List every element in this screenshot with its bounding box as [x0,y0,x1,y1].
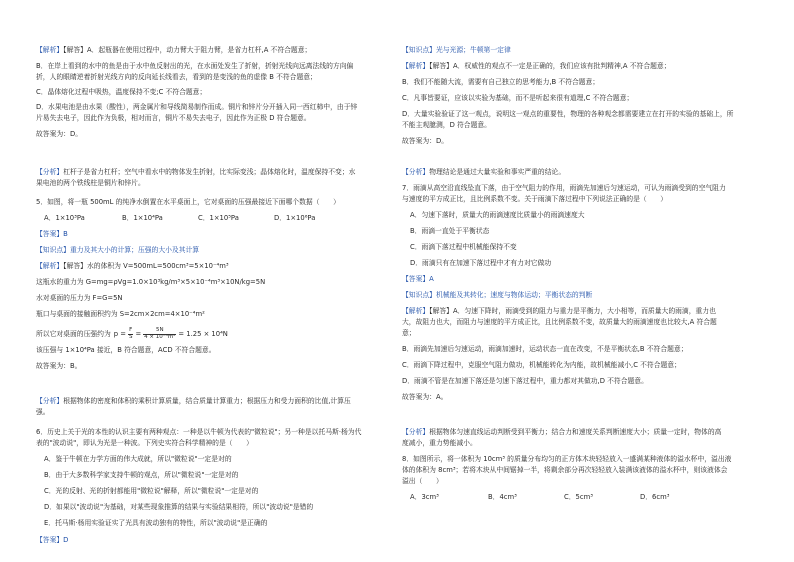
line-text: 这瓶水的重力为 G=mg=ρVg=1.0×10³kg/m³×5×10⁻⁴m³×10N/kg=5N [36,278,266,286]
right-column [402,0,764,562]
line-text: B．雨滴先加速后匀速运动，雨滴加速时，运动状态一直在改变，不是平衡状态,B 不符合题意； [402,345,688,353]
line-text: 【知识点】重力及其大小的计算；压强的大小及其计算 [36,246,200,254]
fraction [143,328,176,340]
line-text: 度减小，重力势能减小。 [402,439,477,447]
text-line [36,397,351,406]
line-text: 折，人的眼睛逆着折射光线方向的反向延长线看去，看到的是变浅的鱼的虚像 B 不符合题意； [36,73,317,81]
text-line [36,114,311,123]
answer-option: D．6cm³ [640,493,670,501]
text-line [36,262,229,271]
section-tag: 【分析】 [36,397,64,405]
line-text: B．雨滴一直处于平衡状态 [410,227,490,235]
line-text: 故答案为：B。 [36,362,82,370]
text-line [402,428,721,437]
section-tag: 【分析】 [402,428,430,436]
text-line [402,318,717,327]
line-text: B．我们不能随大流，需要有自己独立的思考能力,B 不符合题意； [402,78,600,86]
line-text: 5．如图，将一瓶 500mL 的纯净水倒置在水平桌面上，它对桌面的压强最接近下面哪个数据（ ） [36,198,340,206]
text-line [402,184,726,193]
text-line [44,455,232,464]
section-tag: 【解析】 [402,307,430,315]
text-line [36,46,311,55]
line-text: 故答案为：A。 [402,393,448,401]
text-line [402,46,511,55]
text-line [36,328,228,340]
text-line [402,168,565,177]
text-line [36,439,253,448]
answer-option: B．1×10⁴Pa [122,214,163,222]
text-line [402,195,667,204]
numerator: 5N [143,328,176,335]
line-text: C．雨滴下降过程中，克服空气阻力做功，机械能转化为内能，故机械能减小,C 不符合题意； [402,361,681,369]
fraction [128,328,134,340]
line-text: 7．雨滴从高空沿直线坠直下落，由于空气阻力的作用，雨滴先加速后匀速运动，可认为雨滴受到的空气阻力 [402,184,726,192]
line-text: 根据物体匀速直线运动判断受到平衡力；结合力和速度关系判断速度大小；质量一定时，物体的高 [429,428,722,436]
text-line [36,536,68,545]
line-text: 【解答】水的体积为 V=500mL=500cm³=5×10⁻⁴m³ [63,262,229,270]
text-line [402,62,671,71]
line-text: C．雨滴下落过程中机械能保持不变 [410,243,517,251]
text-line [36,88,206,97]
text-line [402,361,681,370]
line-text: 【答案】B [36,230,68,238]
denominator: S [128,333,133,340]
text-line [36,198,340,207]
text-line [44,487,258,496]
line-text: C．光的反射、光的折射都能用"微粒说"解释，所以"微粒说"一定是对的 [44,487,259,495]
line-text: 瓶口与桌面的接触面积约为 S=2cm×2cm=4×10⁻⁴m² [36,310,205,318]
text-line [410,259,551,268]
line-text: D．大量实验验证了这一观点，说明这一观点的重要性，物理的各种观念都需要建立在打开的实验的基础上，所 [402,110,734,118]
line-text: B．由于大多数科学家支持牛顿的观点，所以"微粒说"一定是对的 [44,471,239,479]
text-line [36,230,68,239]
line-text: 溢出（ ） [402,477,443,485]
text-line [36,278,265,287]
text-line [36,168,355,177]
answer-option: A．1×10³Pa [44,214,85,222]
line-text: C．凡事皆要证，应该以实验为基础，而不是听起来很有道理,C 不符合题意； [402,94,634,102]
section-tag: 【分析】 [36,168,64,176]
text-line [36,179,145,188]
line-text: 8．如图所示，将一体积为 10cm³ 的质量分布均匀的正方体木块轻轻放入一盛满某种液体的溢水杯中，溢出液 [402,455,732,463]
text-line [402,466,727,475]
line-text: 故答案为：D。 [402,137,449,145]
text-line [44,519,267,528]
text-line [36,310,205,319]
line-text: A．匀速下落时，质量大的雨滴速度比质量小的雨滴速度大 [410,211,585,219]
line-text: 所以它对桌面的压强约为 [36,330,111,338]
line-text: 大，故阻力也大，而阻力与速度的平方成正比，且比例系数不变，故质量大的雨滴速度也比较大,A 符合题 [402,318,717,326]
text-line [402,477,443,486]
line-text: 杠杆子是省力杠杆；空气中看水中的物体发生折射，比实际变浅；晶体熔化时，温度保持不变；水 [63,168,356,176]
numerator: F [129,327,133,333]
line-text: 该压强与 1×10⁴Pa 接近，B 符合题意，ACD 不符合题意。 [36,346,216,354]
text-line [36,362,81,371]
line-text: 强。 [36,408,50,416]
text-line [402,345,688,354]
line-text: E．托马斯·杨用实验证实了光具有波动独有的特性，所以"波动说"是正确的 [44,519,268,527]
text-line [402,307,716,316]
line-text: 6．历史上关于光的本性的认识主要有两种观点：一种是以牛顿为代表的"微粒说"；另一种是以托马斯·杨为代 [36,428,362,436]
formula-eq: = [135,330,142,338]
line-text: 表的"波动说"，即认为光是一种波。下列史实符合科学精神的是（ ） [36,439,253,447]
formula-rhs: = 1.25 × 10⁴N [178,330,228,338]
line-text: 与速度的平方成正比，且比例系数不变。关于雨滴下落过程中下列说法正确的是（ ） [402,195,668,203]
text-line [402,455,731,464]
text-line [36,73,317,82]
answer-option: C．5cm³ [564,493,593,501]
line-text: D．如果以"波动说"为基础，对某些现象推算的结果与实验结果相符，所以"波动说"是错的 [44,503,314,511]
line-text: 【答案】A [402,275,434,283]
text-line [36,62,353,71]
text-line [402,137,448,146]
text-line [410,211,585,220]
line-text: 【知识点】机械能及其转化；速度与物体运动；平衡状态的判断 [402,291,593,299]
text-line [36,346,216,355]
line-text: A．鉴于牛顿在力学方面的伟大成就，所以"微粒说"一定是对的 [44,455,232,463]
line-text: 片易失去电子，因此作为负极，相对而言，铜片不易失去电子，因此作为正极 D 符合题意。 [36,114,311,122]
line-text: 【解答】A．起瓶器在使用过程中，动力臂大于阻力臂，是省力杠杆,A 不符合题意； [63,46,312,54]
text-line [402,94,633,103]
line-text: D．雨滴只有在加速下落过程中才有力对它做功 [410,259,552,267]
section-tag: 【解析】 [36,262,64,270]
text-line [402,110,733,119]
line-text: 根据物体的密度和体积的乘积计算质量，结合质量计算重力；根据压力和受力面积的比值,计算压 [63,397,351,405]
answer-option: A．3cm³ [410,493,439,501]
text-line [402,393,447,402]
text-line [402,121,491,130]
line-text: 【解答】A．匀速下降时，雨滴受到的阻力与重力是平衡力，大小相等，而质量大的雨滴，重力也 [429,307,716,315]
text-line [410,243,517,252]
text-line [402,275,434,284]
answer-option: D．1×10⁶Pa [274,214,316,222]
text-line [44,471,238,480]
text-line [402,78,599,87]
line-text: 【知识点】光与光源；牛顿第一定律 [402,46,511,54]
text-line [36,130,82,139]
formula-lhs: p = [113,330,126,338]
line-text: B．在岸上看到的水中的鱼是由于水中鱼反射出的光，在水面处发生了折射，折射光线向远离法线的方向偏 [36,62,354,70]
line-text: C．晶体熔化过程中吸热，温度保持不变;C 不符合题意； [36,88,207,96]
section-tag: 【解析】 [36,46,64,54]
pressure-formula [113,327,228,340]
line-text: 果电池的两个铁线柱是铜片和锌片。 [36,179,145,187]
text-line [402,439,477,448]
denominator: 4 × 10⁻⁴m² [144,333,176,340]
text-line [44,503,313,512]
text-line [36,246,199,255]
line-text: D．水果电池是由水果（酸性），两金属片和导线简易制作而成。铜片和锌片分开插入同一西红柿中，由于锌 [36,103,358,111]
text-line [402,329,416,338]
line-text: 不能主观臆测，D 符合题意。 [402,121,491,129]
text-line [402,377,648,386]
section-tag: 【分析】 [402,168,430,176]
text-line [36,428,361,437]
answer-option: C．1×10⁵Pa [198,214,239,222]
section-tag: 【解析】 [402,62,430,70]
answer-option: B．4cm³ [488,493,517,501]
line-text: D．雨滴不管是在加速下落还是匀速下落过程中，重力都对其做功,D 不符合题意。 [402,377,648,385]
text-line [36,294,123,303]
line-text: 体的体积为 8cm³；若将木块从中间锯掉一半，将剩余部分再次轻轻放入装满该液体的溢水杯中，则该液体会 [402,466,728,474]
line-text: 物理结论是通过大量实验和事实严重的结论。 [429,168,566,176]
line-text: 故答案为：D。 [36,130,83,138]
line-text: 【答案】D [36,536,69,544]
text-line [36,408,50,417]
line-text: 水对桌面的压力为 F=G=5N [36,294,123,302]
line-text: 意； [402,329,416,337]
line-text: 【解答】A．权威性的观点不一定是正确的，我们应该有批判精神,A 不符合题意； [429,62,671,70]
text-line [402,291,592,300]
text-line [410,227,489,236]
text-line [36,103,357,112]
left-column [36,0,398,562]
